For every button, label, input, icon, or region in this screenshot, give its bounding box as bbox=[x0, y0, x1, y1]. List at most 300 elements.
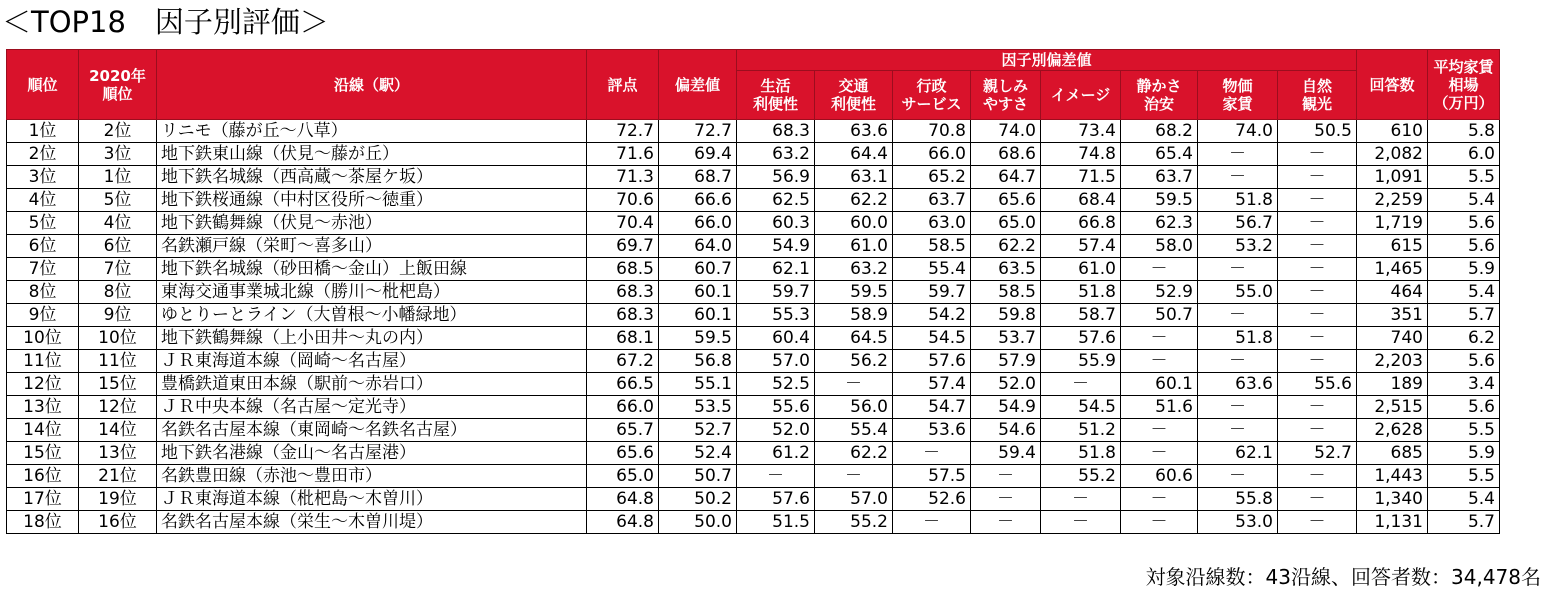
cell-line: ゆとりーとライン（大曽根～小幡緑地） bbox=[157, 304, 587, 327]
cell-price: 53.2 bbox=[1198, 235, 1278, 258]
cell-admin: － bbox=[893, 442, 971, 465]
footnote: 対象沿線数：43沿線、回答者数：34,478名 bbox=[1145, 565, 1541, 589]
cell-quiet: 62.3 bbox=[1121, 212, 1198, 235]
cell-image: 57.4 bbox=[1041, 235, 1121, 258]
cell-rank: 11位 bbox=[7, 350, 79, 373]
cell-deviation: 64.0 bbox=[659, 235, 737, 258]
cell-price: 56.7 bbox=[1198, 212, 1278, 235]
cell-nature: － bbox=[1278, 281, 1357, 304]
cell-rent: 5.5 bbox=[1428, 419, 1500, 442]
cell-deviation: 60.1 bbox=[659, 304, 737, 327]
cell-transport: 60.0 bbox=[815, 212, 893, 235]
cell-score: 64.8 bbox=[587, 511, 659, 534]
cell-responses: 610 bbox=[1357, 120, 1428, 143]
cell-living: 51.5 bbox=[737, 511, 815, 534]
cell-rank: 4位 bbox=[7, 189, 79, 212]
cell-line: 豊橋鉄道東田本線（駅前～赤岩口） bbox=[157, 373, 587, 396]
cell-quiet: 51.6 bbox=[1121, 396, 1198, 419]
cell-responses: 1,131 bbox=[1357, 511, 1428, 534]
cell-rank-2020: 7位 bbox=[79, 258, 157, 281]
table-row bbox=[7, 258, 1500, 281]
cell-living: 68.3 bbox=[737, 120, 815, 143]
cell-transport: 55.2 bbox=[815, 511, 893, 534]
table-row bbox=[7, 396, 1500, 419]
cell-rent: 5.6 bbox=[1428, 350, 1500, 373]
cell-living: 52.0 bbox=[737, 419, 815, 442]
cell-rent: 5.5 bbox=[1428, 465, 1500, 488]
cell-quiet: 60.6 bbox=[1121, 465, 1198, 488]
cell-friendly: － bbox=[971, 488, 1041, 511]
table-row bbox=[7, 373, 1500, 396]
cell-friendly: 64.7 bbox=[971, 166, 1041, 189]
table-row bbox=[7, 304, 1500, 327]
cell-nature: － bbox=[1278, 304, 1357, 327]
cell-line: 名鉄名古屋本線（栄生～木曽川堤） bbox=[157, 511, 587, 534]
cell-rent: 5.6 bbox=[1428, 396, 1500, 419]
cell-price: － bbox=[1198, 350, 1278, 373]
cell-rent: 6.2 bbox=[1428, 327, 1500, 350]
cell-rank-2020: 14位 bbox=[79, 419, 157, 442]
cell-deviation: 55.1 bbox=[659, 373, 737, 396]
cell-score: 66.0 bbox=[587, 396, 659, 419]
cell-responses: 2,628 bbox=[1357, 419, 1428, 442]
cell-rent: 5.9 bbox=[1428, 258, 1500, 281]
cell-friendly: 54.6 bbox=[971, 419, 1041, 442]
cell-admin: 63.0 bbox=[893, 212, 971, 235]
cell-living: 57.0 bbox=[737, 350, 815, 373]
cell-score: 65.7 bbox=[587, 419, 659, 442]
cell-deviation: 60.7 bbox=[659, 258, 737, 281]
cell-friendly: 68.6 bbox=[971, 143, 1041, 166]
cell-living: 55.6 bbox=[737, 396, 815, 419]
cell-quiet: － bbox=[1121, 327, 1198, 350]
cell-transport: 56.2 bbox=[815, 350, 893, 373]
header-factor-quiet: 静かさ 治安 bbox=[1121, 71, 1198, 120]
cell-line: ＪＲ東海道本線（枇杷島～木曽川） bbox=[157, 488, 587, 511]
cell-line: 地下鉄名城線（西高蔵～茶屋ケ坂） bbox=[157, 166, 587, 189]
cell-rank: 18位 bbox=[7, 511, 79, 534]
table-row bbox=[7, 465, 1500, 488]
cell-score: 65.6 bbox=[587, 442, 659, 465]
cell-nature: － bbox=[1278, 488, 1357, 511]
cell-quiet: 60.1 bbox=[1121, 373, 1198, 396]
cell-admin: 53.6 bbox=[893, 419, 971, 442]
cell-price: 74.0 bbox=[1198, 120, 1278, 143]
cell-deviation: 66.0 bbox=[659, 212, 737, 235]
cell-transport: － bbox=[815, 373, 893, 396]
cell-transport: 63.1 bbox=[815, 166, 893, 189]
cell-nature: 55.6 bbox=[1278, 373, 1357, 396]
cell-rank-2020: 4位 bbox=[79, 212, 157, 235]
cell-transport: 62.2 bbox=[815, 189, 893, 212]
cell-price: － bbox=[1198, 304, 1278, 327]
cell-living: 60.4 bbox=[737, 327, 815, 350]
header-factor-transport: 交通 利便性 bbox=[815, 71, 893, 120]
cell-nature: － bbox=[1278, 212, 1357, 235]
cell-line: 東海交通事業城北線（勝川～枇杷島） bbox=[157, 281, 587, 304]
cell-score: 66.5 bbox=[587, 373, 659, 396]
cell-rent: 5.7 bbox=[1428, 511, 1500, 534]
cell-responses: 2,515 bbox=[1357, 396, 1428, 419]
cell-rank: 1位 bbox=[7, 120, 79, 143]
cell-friendly: 59.4 bbox=[971, 442, 1041, 465]
cell-deviation: 52.7 bbox=[659, 419, 737, 442]
cell-friendly: 62.2 bbox=[971, 235, 1041, 258]
cell-deviation: 50.7 bbox=[659, 465, 737, 488]
table-row bbox=[7, 488, 1500, 511]
cell-score: 68.5 bbox=[587, 258, 659, 281]
cell-image: 71.5 bbox=[1041, 166, 1121, 189]
cell-responses: 1,465 bbox=[1357, 258, 1428, 281]
cell-rank: 9位 bbox=[7, 304, 79, 327]
cell-admin: 66.0 bbox=[893, 143, 971, 166]
cell-living: 52.5 bbox=[737, 373, 815, 396]
cell-rank-2020: 5位 bbox=[79, 189, 157, 212]
cell-score: 71.3 bbox=[587, 166, 659, 189]
cell-admin: 65.2 bbox=[893, 166, 971, 189]
cell-nature: 50.5 bbox=[1278, 120, 1357, 143]
cell-price: 51.8 bbox=[1198, 327, 1278, 350]
cell-price: 51.8 bbox=[1198, 189, 1278, 212]
cell-image: 68.4 bbox=[1041, 189, 1121, 212]
cell-deviation: 50.2 bbox=[659, 488, 737, 511]
cell-admin: 57.4 bbox=[893, 373, 971, 396]
cell-friendly: 53.7 bbox=[971, 327, 1041, 350]
cell-image: 66.8 bbox=[1041, 212, 1121, 235]
cell-line: 名鉄名古屋本線（東岡崎～名鉄名古屋） bbox=[157, 419, 587, 442]
cell-quiet: － bbox=[1121, 419, 1198, 442]
cell-image: 58.7 bbox=[1041, 304, 1121, 327]
cell-line: 地下鉄鶴舞線（伏見～赤池） bbox=[157, 212, 587, 235]
cell-rank-2020: 2位 bbox=[79, 120, 157, 143]
cell-quiet: 68.2 bbox=[1121, 120, 1198, 143]
cell-image: 74.8 bbox=[1041, 143, 1121, 166]
cell-score: 65.0 bbox=[587, 465, 659, 488]
cell-rank-2020: 9位 bbox=[79, 304, 157, 327]
cell-rank: 5位 bbox=[7, 212, 79, 235]
cell-image: － bbox=[1041, 511, 1121, 534]
cell-living: 63.2 bbox=[737, 143, 815, 166]
cell-rank-2020: 15位 bbox=[79, 373, 157, 396]
cell-friendly: 65.0 bbox=[971, 212, 1041, 235]
cell-deviation: 72.7 bbox=[659, 120, 737, 143]
cell-admin: － bbox=[893, 511, 971, 534]
cell-image: 51.8 bbox=[1041, 281, 1121, 304]
cell-score: 70.4 bbox=[587, 212, 659, 235]
cell-quiet: － bbox=[1121, 442, 1198, 465]
cell-admin: 70.8 bbox=[893, 120, 971, 143]
cell-line: 地下鉄桜通線（中村区役所～徳重） bbox=[157, 189, 587, 212]
cell-rank: 16位 bbox=[7, 465, 79, 488]
header-factor-living: 生活 利便性 bbox=[737, 71, 815, 120]
header-factor-admin: 行政 サービス bbox=[893, 71, 971, 120]
table-body bbox=[7, 120, 1500, 534]
header-deviation: 偏差値 bbox=[659, 50, 737, 120]
cell-rank: 13位 bbox=[7, 396, 79, 419]
cell-living: － bbox=[737, 465, 815, 488]
cell-nature: － bbox=[1278, 258, 1357, 281]
cell-rent: 5.4 bbox=[1428, 281, 1500, 304]
cell-responses: 615 bbox=[1357, 235, 1428, 258]
cell-nature: － bbox=[1278, 396, 1357, 419]
cell-transport: 55.4 bbox=[815, 419, 893, 442]
cell-transport: 63.2 bbox=[815, 258, 893, 281]
cell-line: 名鉄豊田線（赤池～豊田市） bbox=[157, 465, 587, 488]
cell-image: 61.0 bbox=[1041, 258, 1121, 281]
table-row bbox=[7, 511, 1500, 534]
header-factor-image: イメージ bbox=[1041, 71, 1121, 120]
cell-deviation: 60.1 bbox=[659, 281, 737, 304]
header-factor-nature: 自然 観光 bbox=[1278, 71, 1357, 120]
cell-line: ＪＲ東海道本線（岡崎～名古屋） bbox=[157, 350, 587, 373]
table-row bbox=[7, 212, 1500, 235]
cell-living: 55.3 bbox=[737, 304, 815, 327]
cell-transport: 57.0 bbox=[815, 488, 893, 511]
cell-quiet: 59.5 bbox=[1121, 189, 1198, 212]
header-factor-friendly: 親しみ やすさ bbox=[971, 71, 1041, 120]
cell-rank: 15位 bbox=[7, 442, 79, 465]
cell-rent: 6.0 bbox=[1428, 143, 1500, 166]
cell-transport: 59.5 bbox=[815, 281, 893, 304]
cell-transport: 61.0 bbox=[815, 235, 893, 258]
cell-rank-2020: 6位 bbox=[79, 235, 157, 258]
cell-transport: 62.2 bbox=[815, 442, 893, 465]
cell-living: 62.5 bbox=[737, 189, 815, 212]
header-factor-group: 因子別偏差値 bbox=[737, 50, 1357, 71]
cell-quiet: － bbox=[1121, 511, 1198, 534]
cell-rent: 5.5 bbox=[1428, 166, 1500, 189]
cell-responses: 2,082 bbox=[1357, 143, 1428, 166]
cell-rank-2020: 13位 bbox=[79, 442, 157, 465]
table-row bbox=[7, 166, 1500, 189]
cell-price: 53.0 bbox=[1198, 511, 1278, 534]
table-row bbox=[7, 442, 1500, 465]
table-row bbox=[7, 327, 1500, 350]
cell-image: 54.5 bbox=[1041, 396, 1121, 419]
cell-deviation: 66.6 bbox=[659, 189, 737, 212]
cell-responses: 1,091 bbox=[1357, 166, 1428, 189]
cell-responses: 2,203 bbox=[1357, 350, 1428, 373]
table-row bbox=[7, 350, 1500, 373]
header-score: 評点 bbox=[587, 50, 659, 120]
cell-rank-2020: 11位 bbox=[79, 350, 157, 373]
cell-quiet: － bbox=[1121, 258, 1198, 281]
cell-deviation: 69.4 bbox=[659, 143, 737, 166]
cell-rank: 14位 bbox=[7, 419, 79, 442]
cell-rank-2020: 12位 bbox=[79, 396, 157, 419]
cell-deviation: 53.5 bbox=[659, 396, 737, 419]
cell-rank-2020: 19位 bbox=[79, 488, 157, 511]
header-rent: 平均家賃 相場 （万円） bbox=[1428, 50, 1500, 120]
cell-rank: 8位 bbox=[7, 281, 79, 304]
header-factor-price: 物価 家賃 bbox=[1198, 71, 1278, 120]
cell-living: 60.3 bbox=[737, 212, 815, 235]
cell-image: 57.6 bbox=[1041, 327, 1121, 350]
cell-image: 55.9 bbox=[1041, 350, 1121, 373]
cell-responses: 1,443 bbox=[1357, 465, 1428, 488]
cell-nature: 52.7 bbox=[1278, 442, 1357, 465]
cell-nature: － bbox=[1278, 419, 1357, 442]
cell-line: リニモ（藤が丘～八草） bbox=[157, 120, 587, 143]
cell-nature: － bbox=[1278, 189, 1357, 212]
cell-rank-2020: 1位 bbox=[79, 166, 157, 189]
cell-friendly: － bbox=[971, 511, 1041, 534]
cell-responses: 1,340 bbox=[1357, 488, 1428, 511]
cell-rank-2020: 21位 bbox=[79, 465, 157, 488]
table-row bbox=[7, 419, 1500, 442]
cell-image: 51.8 bbox=[1041, 442, 1121, 465]
cell-deviation: 56.8 bbox=[659, 350, 737, 373]
cell-rank: 6位 bbox=[7, 235, 79, 258]
cell-friendly: 58.5 bbox=[971, 281, 1041, 304]
cell-living: 62.1 bbox=[737, 258, 815, 281]
cell-line: 地下鉄名港線（金山～名古屋港） bbox=[157, 442, 587, 465]
cell-price: － bbox=[1198, 143, 1278, 166]
cell-living: 56.9 bbox=[737, 166, 815, 189]
cell-friendly: 74.0 bbox=[971, 120, 1041, 143]
cell-line: 地下鉄名城線（砂田橋～金山）上飯田線 bbox=[157, 258, 587, 281]
cell-admin: 52.6 bbox=[893, 488, 971, 511]
cell-deviation: 52.4 bbox=[659, 442, 737, 465]
cell-admin: 57.5 bbox=[893, 465, 971, 488]
cell-rank-2020: 16位 bbox=[79, 511, 157, 534]
cell-rank: 17位 bbox=[7, 488, 79, 511]
cell-friendly: 59.8 bbox=[971, 304, 1041, 327]
cell-nature: － bbox=[1278, 465, 1357, 488]
cell-nature: － bbox=[1278, 511, 1357, 534]
cell-transport: 64.5 bbox=[815, 327, 893, 350]
cell-rent: 5.7 bbox=[1428, 304, 1500, 327]
cell-line: 地下鉄東山線（伏見～藤が丘） bbox=[157, 143, 587, 166]
cell-admin: 63.7 bbox=[893, 189, 971, 212]
table-header bbox=[7, 50, 1500, 120]
cell-score: 67.2 bbox=[587, 350, 659, 373]
cell-transport: 58.9 bbox=[815, 304, 893, 327]
cell-rank: 12位 bbox=[7, 373, 79, 396]
cell-line: 地下鉄鶴舞線（上小田井～丸の内） bbox=[157, 327, 587, 350]
cell-admin: 58.5 bbox=[893, 235, 971, 258]
cell-living: 61.2 bbox=[737, 442, 815, 465]
cell-responses: 740 bbox=[1357, 327, 1428, 350]
cell-nature: － bbox=[1278, 327, 1357, 350]
cell-friendly: 54.9 bbox=[971, 396, 1041, 419]
cell-transport: 63.6 bbox=[815, 120, 893, 143]
cell-friendly: 65.6 bbox=[971, 189, 1041, 212]
cell-score: 68.3 bbox=[587, 281, 659, 304]
cell-rank-2020: 3位 bbox=[79, 143, 157, 166]
table-row bbox=[7, 235, 1500, 258]
cell-responses: 189 bbox=[1357, 373, 1428, 396]
cell-living: 54.9 bbox=[737, 235, 815, 258]
cell-rank: 7位 bbox=[7, 258, 79, 281]
cell-rank-2020: 8位 bbox=[79, 281, 157, 304]
cell-nature: － bbox=[1278, 235, 1357, 258]
cell-rent: 5.4 bbox=[1428, 488, 1500, 511]
cell-price: － bbox=[1198, 419, 1278, 442]
cell-score: 69.7 bbox=[587, 235, 659, 258]
cell-friendly: 57.9 bbox=[971, 350, 1041, 373]
header-responses: 回答数 bbox=[1357, 50, 1428, 120]
cell-price: － bbox=[1198, 258, 1278, 281]
cell-price: － bbox=[1198, 396, 1278, 419]
cell-rank-2020: 10位 bbox=[79, 327, 157, 350]
cell-score: 71.6 bbox=[587, 143, 659, 166]
cell-price: － bbox=[1198, 166, 1278, 189]
cell-responses: 1,719 bbox=[1357, 212, 1428, 235]
cell-score: 72.7 bbox=[587, 120, 659, 143]
cell-quiet: － bbox=[1121, 488, 1198, 511]
cell-friendly: 63.5 bbox=[971, 258, 1041, 281]
cell-line: 名鉄瀬戸線（栄町～喜多山） bbox=[157, 235, 587, 258]
cell-rent: 5.8 bbox=[1428, 120, 1500, 143]
cell-rent: 5.9 bbox=[1428, 442, 1500, 465]
cell-score: 68.3 bbox=[587, 304, 659, 327]
cell-quiet: 65.4 bbox=[1121, 143, 1198, 166]
table-row bbox=[7, 120, 1500, 143]
cell-rank: 10位 bbox=[7, 327, 79, 350]
header-rank-2020: 2020年 順位 bbox=[79, 50, 157, 120]
cell-admin: 54.5 bbox=[893, 327, 971, 350]
cell-price: 55.0 bbox=[1198, 281, 1278, 304]
cell-responses: 685 bbox=[1357, 442, 1428, 465]
cell-nature: － bbox=[1278, 143, 1357, 166]
cell-deviation: 68.7 bbox=[659, 166, 737, 189]
cell-quiet: 50.7 bbox=[1121, 304, 1198, 327]
cell-score: 70.6 bbox=[587, 189, 659, 212]
page-title: ＜TOP18 因子別評価＞ bbox=[2, 5, 329, 39]
header-line: 沿線（駅） bbox=[157, 50, 587, 120]
cell-quiet: － bbox=[1121, 350, 1198, 373]
table-row bbox=[7, 281, 1500, 304]
cell-rent: 5.4 bbox=[1428, 189, 1500, 212]
cell-price: － bbox=[1198, 465, 1278, 488]
cell-quiet: 58.0 bbox=[1121, 235, 1198, 258]
cell-price: 55.8 bbox=[1198, 488, 1278, 511]
cell-rent: 3.4 bbox=[1428, 373, 1500, 396]
cell-image: 51.2 bbox=[1041, 419, 1121, 442]
ranking-table bbox=[6, 49, 1500, 534]
cell-responses: 464 bbox=[1357, 281, 1428, 304]
cell-transport: － bbox=[815, 465, 893, 488]
cell-image: 73.4 bbox=[1041, 120, 1121, 143]
cell-transport: 56.0 bbox=[815, 396, 893, 419]
cell-responses: 351 bbox=[1357, 304, 1428, 327]
cell-price: 63.6 bbox=[1198, 373, 1278, 396]
cell-living: 57.6 bbox=[737, 488, 815, 511]
cell-admin: 54.2 bbox=[893, 304, 971, 327]
cell-quiet: 52.9 bbox=[1121, 281, 1198, 304]
cell-friendly: － bbox=[971, 465, 1041, 488]
cell-score: 64.8 bbox=[587, 488, 659, 511]
cell-responses: 2,259 bbox=[1357, 189, 1428, 212]
cell-admin: 55.4 bbox=[893, 258, 971, 281]
cell-rent: 5.6 bbox=[1428, 212, 1500, 235]
cell-deviation: 50.0 bbox=[659, 511, 737, 534]
table-row bbox=[7, 143, 1500, 166]
cell-image: － bbox=[1041, 373, 1121, 396]
table-row bbox=[7, 189, 1500, 212]
cell-transport: 64.4 bbox=[815, 143, 893, 166]
cell-image: － bbox=[1041, 488, 1121, 511]
cell-rank: 2位 bbox=[7, 143, 79, 166]
cell-admin: 59.7 bbox=[893, 281, 971, 304]
cell-rent: 5.6 bbox=[1428, 235, 1500, 258]
cell-friendly: 52.0 bbox=[971, 373, 1041, 396]
cell-admin: 54.7 bbox=[893, 396, 971, 419]
cell-score: 68.1 bbox=[587, 327, 659, 350]
cell-line: ＪＲ中央本線（名古屋～定光寺） bbox=[157, 396, 587, 419]
cell-image: 55.2 bbox=[1041, 465, 1121, 488]
